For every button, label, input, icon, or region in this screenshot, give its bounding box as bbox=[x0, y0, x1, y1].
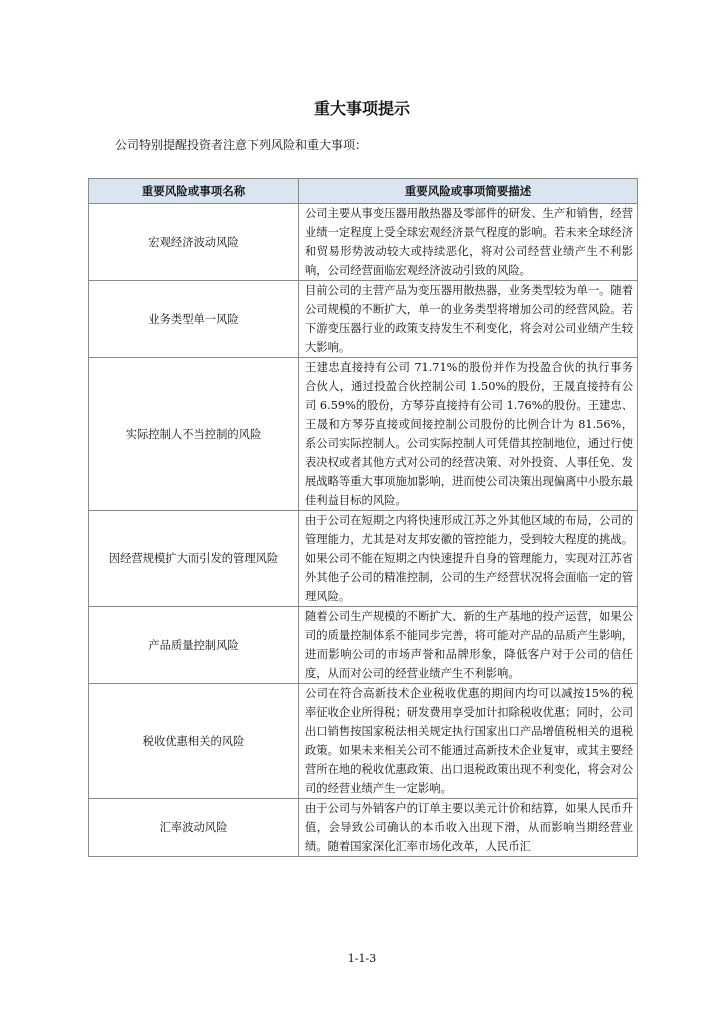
risk-name: 汇率波动风险 bbox=[89, 799, 299, 857]
risk-name: 业务类型单一风险 bbox=[89, 281, 299, 358]
header-risk-description: 重要风险或事项简要描述 bbox=[299, 179, 638, 204]
table-row bbox=[89, 204, 638, 281]
page-number: 1-1-3 bbox=[347, 952, 377, 965]
intro-text: 公司特别提醒投资者注意下列风险和重大事项： bbox=[115, 138, 368, 152]
table-row bbox=[89, 684, 638, 799]
table-row bbox=[89, 607, 638, 684]
table-row bbox=[89, 511, 638, 607]
risk-description: 随着公司生产规模的不断扩大、新的生产基地的投产运营，如果公司的质量控制体系不能同步完善，将可能对产品的品质产生影响，进而影响公司的市场声誉和品牌形象，降低客户对于公司的信任度，从而对公司的经营业绩产生不利影响。 bbox=[299, 607, 638, 684]
risk-description: 由于公司与外销客户的订单主要以美元计价和结算，如果人民币升值，会导致公司确认的本币收入出现下滑，从而影响当期经营业绩。随着国家深化汇率市场化改革，人民币汇 bbox=[299, 799, 638, 857]
table-row bbox=[89, 358, 638, 511]
risk-description: 公司主要从事变压器用散热器及零部件的研发、生产和销售，经营业绩一定程度上受全球宏观经济景气程度的影响。若未来全球经济和贸易形势波动较大或持续恶化，将对公司经营业绩产生不利影响，公司经营面临宏观经济波动引致的风险。 bbox=[299, 204, 638, 281]
risk-name: 实际控制人不当控制的风险 bbox=[89, 358, 299, 511]
risk-description: 王建忠直接持有公司 71.71%的股份并作为投盈合伙的执行事务合伙人，通过投盈合伙控制公司 1.50%的股份，王晟直接持有公司 6.59%的股份，方琴芬直接持有公司 1.76%的股份。王建忠、王晟和方琴芬直接或间接控制公司股份的比例合计为 81.56%，系公司实际控制人。公司实际控制人可凭借其控制地位，通过行使表决权或者其他方式对公司的经营决策、对外投资、人事任免、发展战略等重大事项施加影响，进而使公司决策出现偏离中小股东最佳利益目标的风险。 bbox=[299, 358, 638, 511]
table-header-row bbox=[89, 179, 638, 204]
table-row bbox=[89, 799, 638, 857]
risk-name: 税收优惠相关的风险 bbox=[89, 684, 299, 799]
risk-description: 由于公司在短期之内将快速形成江苏之外其他区域的布局，公司的管理能力，尤其是对友邦安徽的管控能力，受到较大程度的挑战。如果公司不能在短期之内快速提升自身的管理能力，实现对江苏省外其他子公司的精准控制，公司的生产经营状况将会面临一定的管理风险。 bbox=[299, 511, 638, 607]
table-row bbox=[89, 281, 638, 358]
risk-name: 宏观经济波动风险 bbox=[89, 204, 299, 281]
page-title: 重大事项提示 bbox=[313, 99, 410, 118]
risk-table bbox=[88, 178, 638, 857]
risk-description: 公司在符合高新技术企业税收优惠的期间内均可以减按15%的税率征收企业所得税；研发费用享受加计扣除税收优惠；同时，公司出口销售按国家税法相关规定执行国家出口产品增值税相关的退税政策。如果未来相关公司不能通过高新技术企业复审，或其主要经营所在地的税收优惠政策、出口退税政策出现不利变化，将会对公司的经营业绩产生一定影响。 bbox=[299, 684, 638, 799]
header-risk-name: 重要风险或事项名称 bbox=[89, 179, 299, 204]
risk-name: 因经营规模扩大而引发的管理风险 bbox=[89, 511, 299, 607]
risk-description: 目前公司的主营产品为变压器用散热器，业务类型较为单一。随着公司规模的不断扩大，单一的业务类型将增加公司的经营风险。若下游变压器行业的政策支持发生不利变化，将会对公司业绩产生较大影响。 bbox=[299, 281, 638, 358]
risk-name: 产品质量控制风险 bbox=[89, 607, 299, 684]
